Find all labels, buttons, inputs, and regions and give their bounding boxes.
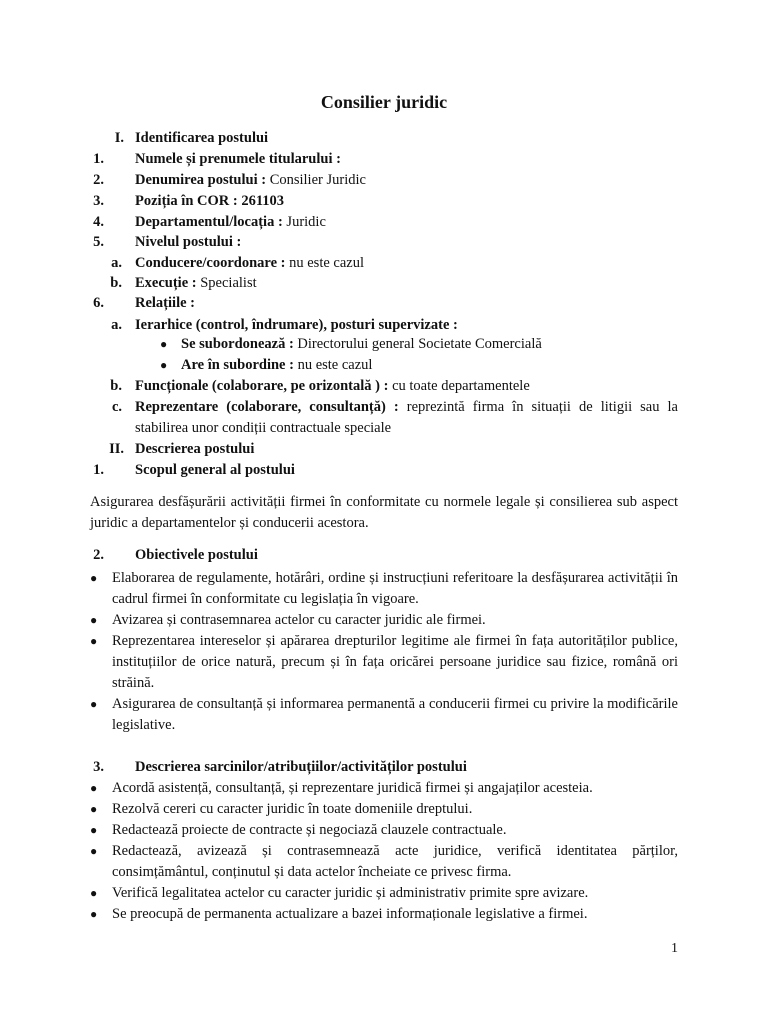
item-number: 4. xyxy=(93,214,104,230)
list-item-text: Elaborarea de regulamente, hotărâri, ordine și instrucțiuni referitoare la desfășurarea activității în cadrul firmei în conformitate cu legislația în vigoare. xyxy=(112,570,678,607)
item-label: Se subordonează : xyxy=(181,336,294,352)
item-label: Reprezentare (colaborare, consultanță) : xyxy=(135,399,399,415)
list-item xyxy=(90,799,678,820)
item-value: Consilier Juridic xyxy=(266,172,366,188)
item-number: 2. xyxy=(93,172,104,188)
item-value: Specialist xyxy=(196,275,257,291)
subsection-heading: Obiectivele postului xyxy=(135,547,258,563)
list-item xyxy=(90,904,678,925)
item-value: Juridic xyxy=(282,214,326,230)
item-label: Are în subordine : xyxy=(181,357,294,373)
bullet-icon: ● xyxy=(90,634,98,648)
item-value: nu este cazul xyxy=(293,357,373,373)
section-heading: Descrierea postului xyxy=(135,441,255,457)
bullet-icon: ● xyxy=(160,337,168,351)
bullet-icon: ● xyxy=(90,571,98,585)
item-label: Numele și prenumele titularului : xyxy=(135,151,341,167)
bullet-icon: ● xyxy=(90,613,98,627)
item-label: Departamentul/locația : xyxy=(135,214,283,230)
list-item-text: Redactează, avizează și contrasemnează acte juridice, verifică identitatea părților, consimțământul, conținutul și data actelor încheiate ce privesc firma. xyxy=(112,843,678,880)
list-item xyxy=(90,568,678,610)
scop-paragraph: Asigurarea desfășurării activității firmei în conformitate cu normele legale și consilierea sub aspect juridic a departamentelor și conducerii acestora. xyxy=(90,494,678,531)
item-number: 3. xyxy=(93,193,104,209)
list-item xyxy=(90,820,678,841)
list-item-text: Acordă asistență, consultanță, și reprezentare juridică firmei și angajaților acesteia. xyxy=(112,780,593,796)
subsection-heading: Descrierea sarcinilor/atribuțiilor/activităților postului xyxy=(135,759,467,775)
list-item-text: Reprezentarea intereselor și apărarea drepturilor legitime ale firmei în fața autorităților publice, instituțiilor de orice natură, precum și în fața oricărei persoane juridice sau fizice, română ori străină. xyxy=(112,633,678,691)
list-item-text: Rezolvă cereri cu caracter juridic în toate domeniile dreptului. xyxy=(112,801,473,817)
list-item-text: Asigurarea de consultanță și informarea permanentă a conducerii firmei cu privire la modificările legislative. xyxy=(112,696,678,733)
bullet-icon: ● xyxy=(90,844,98,858)
list-item-text: Avizarea și contrasemnarea actelor cu caracter juridic ale firmei. xyxy=(112,612,486,628)
item-value: reprezintă firma în situații de litigii sau la stabilirea unor condiții contractuale speciale xyxy=(135,399,678,436)
item-label: Funcționale (colaborare, pe orizontală ) : xyxy=(135,378,389,394)
item-number: 1. xyxy=(93,151,104,167)
item-letter: b. xyxy=(110,378,122,394)
list-item xyxy=(90,610,678,631)
bullet-icon: ● xyxy=(90,697,98,711)
document-title: Consilier juridic xyxy=(320,92,448,112)
bullet-icon: ● xyxy=(90,886,98,900)
list-item xyxy=(90,883,678,904)
item-label: Poziția în COR : 261103 xyxy=(135,193,285,209)
item-reprezentare xyxy=(135,397,678,439)
list-item-text: Se preocupă de permanenta actualizare a bazei informaționale legislative a firmei. xyxy=(112,906,588,922)
bullet-icon: ● xyxy=(90,781,98,795)
item-letter: b. xyxy=(110,275,122,291)
page-number: 1 xyxy=(671,941,678,956)
section-heading: Identificarea postului xyxy=(135,130,269,146)
item-value: cu toate departamentele xyxy=(388,378,530,394)
item-label: Relațiile : xyxy=(135,295,195,311)
obiective-list xyxy=(90,568,678,736)
item-label: Nivelul postului : xyxy=(135,234,242,250)
list-item-text: Redactează proiecte de contracte și negociază clauzele contractuale. xyxy=(112,822,507,838)
item-number: 5. xyxy=(93,234,104,250)
sarcini-list xyxy=(90,778,678,925)
item-letter: a. xyxy=(111,317,122,333)
bullet-icon: ● xyxy=(90,907,98,921)
item-number: 3. xyxy=(93,759,104,775)
item-value: Directorului general Societate Comercială xyxy=(293,336,542,352)
subsection-heading: Scopul general al postului xyxy=(135,462,295,478)
list-item xyxy=(90,841,678,883)
item-label: Conducere/coordonare : xyxy=(135,255,286,271)
item-label: Denumirea postului : xyxy=(135,172,267,188)
section-number: I. xyxy=(114,130,124,146)
item-number: 6. xyxy=(93,295,104,311)
list-item xyxy=(90,778,678,799)
item-value: nu este cazul xyxy=(285,255,365,271)
item-letter: a. xyxy=(111,255,122,271)
item-number: 2. xyxy=(93,547,104,563)
bullet-icon: ● xyxy=(90,802,98,816)
list-item xyxy=(90,631,678,694)
item-label: Execuție : xyxy=(135,275,197,291)
item-number: 1. xyxy=(93,462,104,478)
list-item xyxy=(90,694,678,736)
bullet-icon: ● xyxy=(90,823,98,837)
list-item-text: Verifică legalitatea actelor cu caracter juridic și administrativ primite spre avizare. xyxy=(112,885,589,901)
item-letter: c. xyxy=(111,399,122,415)
bullet-icon: ● xyxy=(160,358,168,372)
section-number: II. xyxy=(109,441,124,457)
item-label: Ierarhice (control, îndrumare), posturi supervizate : xyxy=(135,317,458,333)
